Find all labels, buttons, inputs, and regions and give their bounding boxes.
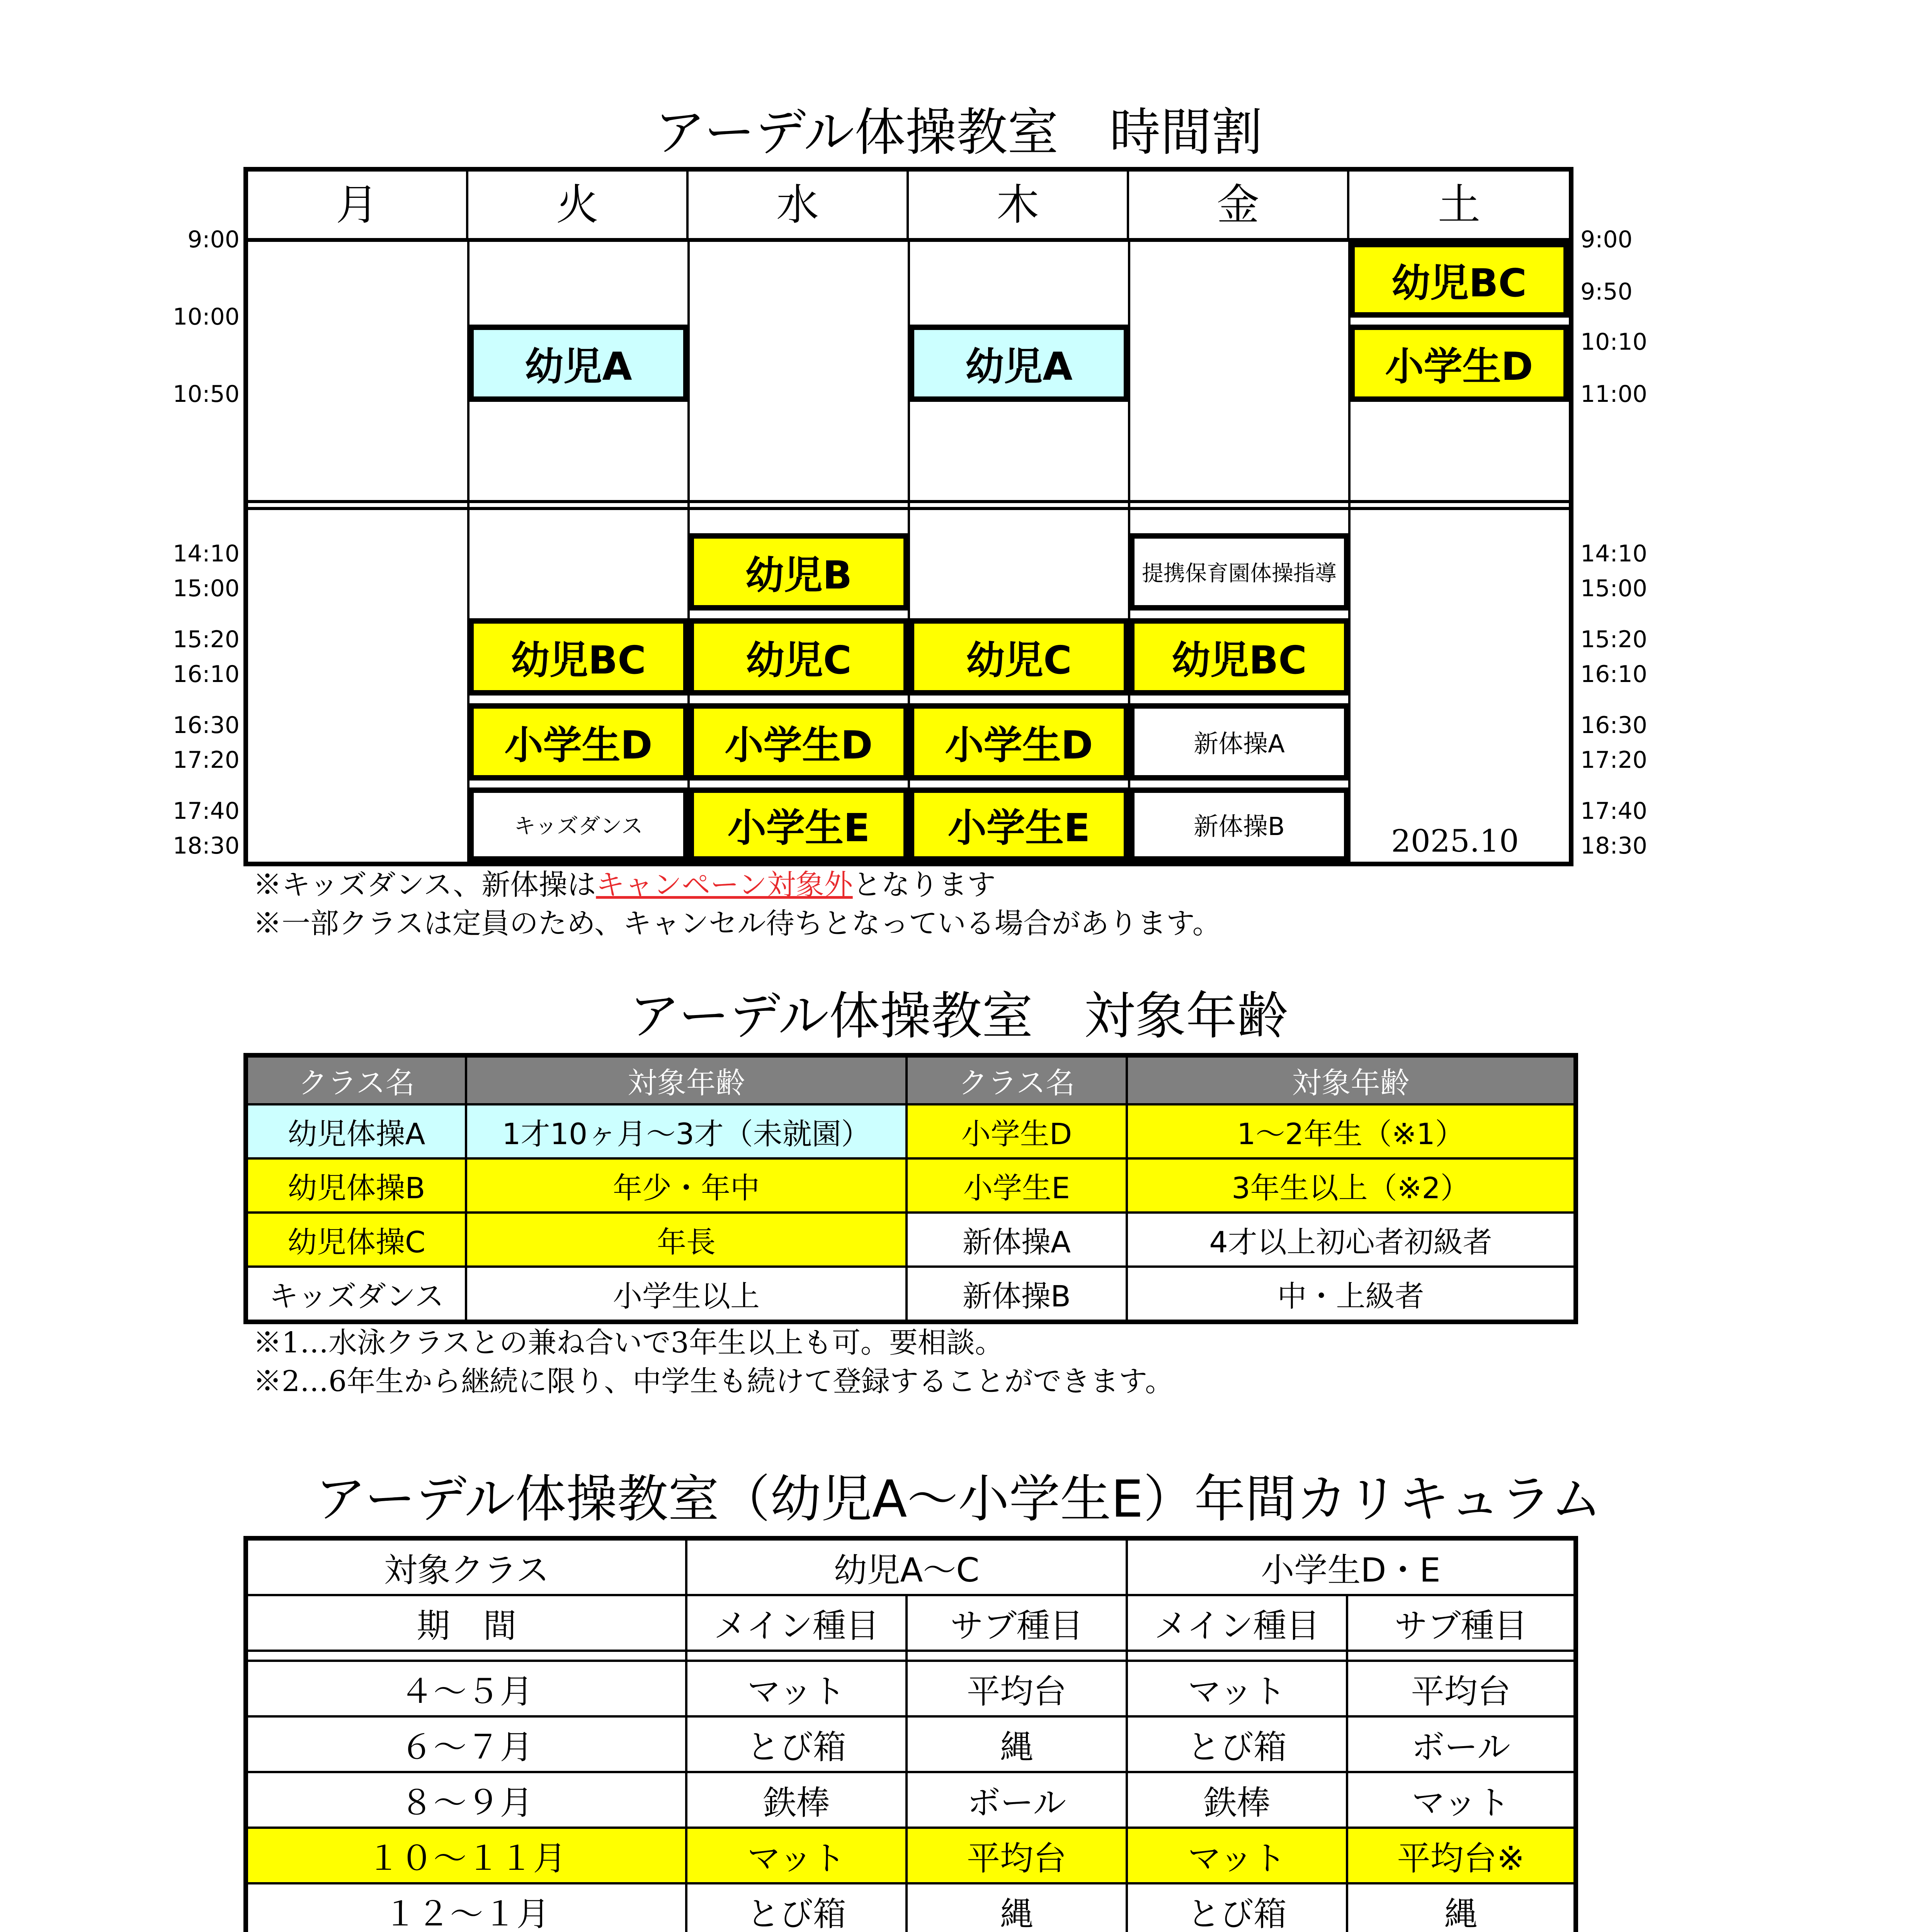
note-text: ※キッズダンス、新体操は	[253, 868, 596, 901]
time-left-0900: 9:00	[187, 226, 240, 253]
table-row-current	[246, 1828, 1576, 1883]
time-left-1610: 16:10	[173, 661, 240, 688]
time-right-1740: 17:40	[1580, 798, 1647, 825]
curriculum-cell: 縄	[907, 1883, 1127, 1932]
curriculum-cell: とび箱	[1127, 1716, 1347, 1772]
header-group-infant: 幼児A～C	[686, 1538, 1127, 1595]
time-left-1830: 18:30	[173, 832, 240, 859]
time-left-1630: 16:30	[173, 712, 240, 739]
class-fri-shin-a: 新体操A	[1129, 703, 1349, 781]
curriculum-title: アーデル体操教室（幼児A～小学生E）年間カリキュラム	[315, 1469, 1602, 1529]
class-thu-am: 幼児A	[909, 325, 1129, 402]
time-right-1010: 10:10	[1580, 328, 1647, 355]
header-main-1: メイン種目	[686, 1595, 907, 1651]
time-right-0900: 9:00	[1580, 226, 1633, 253]
class-sat-1: 幼児BC	[1349, 242, 1569, 318]
curriculum-cell: 縄	[907, 1716, 1127, 1772]
class-wed-d: 小学生D	[689, 703, 909, 781]
time-left-1720: 17:20	[173, 747, 240, 774]
curriculum-cell: 平均台	[907, 1828, 1127, 1883]
age-cell: 小学生E	[907, 1158, 1127, 1213]
table-row	[246, 1158, 1576, 1213]
time-right-1100: 11:00	[1580, 381, 1647, 408]
timetable-note-2: ※一部クラスは定員のため、キャンセル待ちとなっている場合があります。	[253, 907, 1221, 940]
header-period: 期 間	[246, 1595, 686, 1651]
curriculum-cell: マット	[686, 1828, 907, 1883]
curriculum-cell: マット	[686, 1661, 907, 1716]
curriculum-cell: マット	[1127, 1828, 1347, 1883]
class-thu-d: 小学生D	[909, 703, 1129, 781]
time-left-1410: 14:10	[173, 540, 240, 567]
age-cell: 小学生D	[907, 1104, 1127, 1158]
time-left-1050: 10:50	[173, 381, 240, 408]
curriculum-cell: 縄	[1347, 1883, 1576, 1932]
age-cell: 小学生以上	[466, 1267, 907, 1322]
time-right-1410: 14:10	[1580, 540, 1647, 567]
curriculum-cell: マット	[1347, 1772, 1576, 1828]
age-header-class-1: クラス名	[246, 1055, 466, 1104]
period-cell: １２～１月	[246, 1883, 686, 1932]
header-main-2: メイン種目	[1127, 1595, 1347, 1651]
curriculum-cell: とび箱	[1127, 1883, 1347, 1932]
table-row	[246, 1883, 1576, 1932]
day-fri: 金	[1129, 172, 1349, 238]
age-cell: 新体操A	[907, 1213, 1127, 1267]
class-wed-b: 幼児B	[689, 533, 909, 611]
curriculum-cell: ボール	[907, 1772, 1127, 1828]
time-right-1630: 16:30	[1580, 712, 1647, 739]
day-tue: 火	[468, 172, 689, 238]
header-spacer	[246, 1651, 1576, 1661]
table-row	[246, 1104, 1576, 1158]
age-cell: 年長	[466, 1213, 907, 1267]
curriculum-header-row-2	[246, 1595, 1576, 1651]
age-cell: 4才以上初心者初級者	[1127, 1213, 1576, 1267]
age-cell: 幼児体操A	[246, 1104, 466, 1158]
class-tue-am: 幼児A	[468, 325, 689, 402]
class-fri-teikei: 提携保育園体操指導	[1129, 533, 1349, 611]
table-row	[246, 1267, 1576, 1322]
curriculum-cell: 鉄棒	[686, 1772, 907, 1828]
curriculum-cell: ボール	[1347, 1716, 1576, 1772]
class-tue-kids: キッズダンス	[468, 787, 689, 862]
date-stamp: 2025.10	[1391, 823, 1519, 859]
age-header-age-1: 対象年齢	[466, 1055, 907, 1104]
timetable-title: アーデル体操教室 時間割	[654, 103, 1263, 162]
age-cell: 1才10ヶ月～3才（未就園）	[466, 1104, 907, 1158]
period-cell: ８～９月	[246, 1772, 686, 1828]
age-cell: 3年生以上（※2）	[1127, 1158, 1576, 1213]
period-cell: ４～５月	[246, 1661, 686, 1716]
period-cell: ６～７月	[246, 1716, 686, 1772]
curriculum-cell: とび箱	[686, 1883, 907, 1932]
day-mon: 月	[248, 172, 468, 238]
note-text: となります	[852, 868, 996, 901]
class-fri-bc: 幼児BC	[1129, 618, 1349, 696]
timetable-note-1	[253, 866, 996, 904]
age-cell: 1～2年生（※1）	[1127, 1104, 1576, 1158]
table-row	[246, 1661, 1576, 1716]
age-table	[243, 1053, 1578, 1324]
class-wed-e: 小学生E	[689, 787, 909, 862]
header-class: 対象クラス	[246, 1538, 686, 1595]
time-left-1520: 15:20	[173, 626, 240, 653]
curriculum-cell: 平均台	[907, 1661, 1127, 1716]
time-left-1740: 17:40	[173, 798, 240, 825]
age-cell: キッズダンス	[246, 1267, 466, 1322]
curriculum-cell: とび箱	[686, 1716, 907, 1772]
table-row	[246, 1213, 1576, 1267]
time-right-1500: 15:00	[1580, 575, 1647, 602]
class-wed-c: 幼児C	[689, 618, 909, 696]
curriculum-table	[243, 1536, 1578, 1932]
class-sat-2: 小学生D	[1349, 325, 1569, 402]
table-row	[246, 1772, 1576, 1828]
header-group-elementary: 小学生D・E	[1127, 1538, 1576, 1595]
time-right-1830: 18:30	[1580, 832, 1647, 859]
period-cell: １０～１１月	[246, 1828, 686, 1883]
day-wed: 水	[689, 172, 909, 238]
time-right-1520: 15:20	[1580, 626, 1647, 653]
curriculum-header-row-1	[246, 1538, 1576, 1595]
table-row	[246, 1716, 1576, 1772]
age-cell: 幼児体操B	[246, 1158, 466, 1213]
class-fri-shin-b: 新体操B	[1129, 787, 1349, 862]
age-cell: 幼児体操C	[246, 1213, 466, 1267]
header-sub-1: サブ種目	[907, 1595, 1127, 1651]
day-sat: 土	[1438, 180, 1480, 230]
curriculum-cell: 平均台	[1347, 1661, 1576, 1716]
age-header-row	[246, 1055, 1576, 1104]
age-header-age-2: 対象年齢	[1127, 1055, 1576, 1104]
age-header-class-2: クラス名	[907, 1055, 1127, 1104]
curriculum-cell: 鉄棒	[1127, 1772, 1347, 1828]
timetable-grid	[243, 167, 1573, 866]
class-thu-e: 小学生E	[909, 787, 1129, 862]
curriculum-cell: 平均台※	[1347, 1828, 1576, 1883]
time-right-1720: 17:20	[1580, 747, 1647, 774]
campaign-exclusion-text: キャンペーン対象外	[596, 868, 853, 901]
age-cell: 中・上級者	[1127, 1267, 1576, 1322]
curriculum-cell: マット	[1127, 1661, 1347, 1716]
age-note-2: ※2…6年生から継続に限り、中学生も続けて登録することができます。	[253, 1365, 1174, 1398]
class-tue-d: 小学生D	[468, 703, 689, 781]
time-right-1610: 16:10	[1580, 661, 1647, 688]
age-cell: 年少・年中	[466, 1158, 907, 1213]
time-left-1500: 15:00	[173, 575, 240, 602]
age-note-1: ※1…水泳クラスとの兼ね合いで3年生以上も可。要相談。	[253, 1326, 1004, 1359]
class-tue-bc: 幼児BC	[468, 618, 689, 696]
age-title: アーデル体操教室 対象年齢	[629, 986, 1288, 1046]
time-left-1000: 10:00	[173, 303, 240, 330]
day-thu: 木	[909, 172, 1129, 238]
age-cell: 新体操B	[907, 1267, 1127, 1322]
class-thu-c: 幼児C	[909, 618, 1129, 696]
time-right-0950: 9:50	[1580, 278, 1633, 305]
header-sub-2: サブ種目	[1347, 1595, 1576, 1651]
